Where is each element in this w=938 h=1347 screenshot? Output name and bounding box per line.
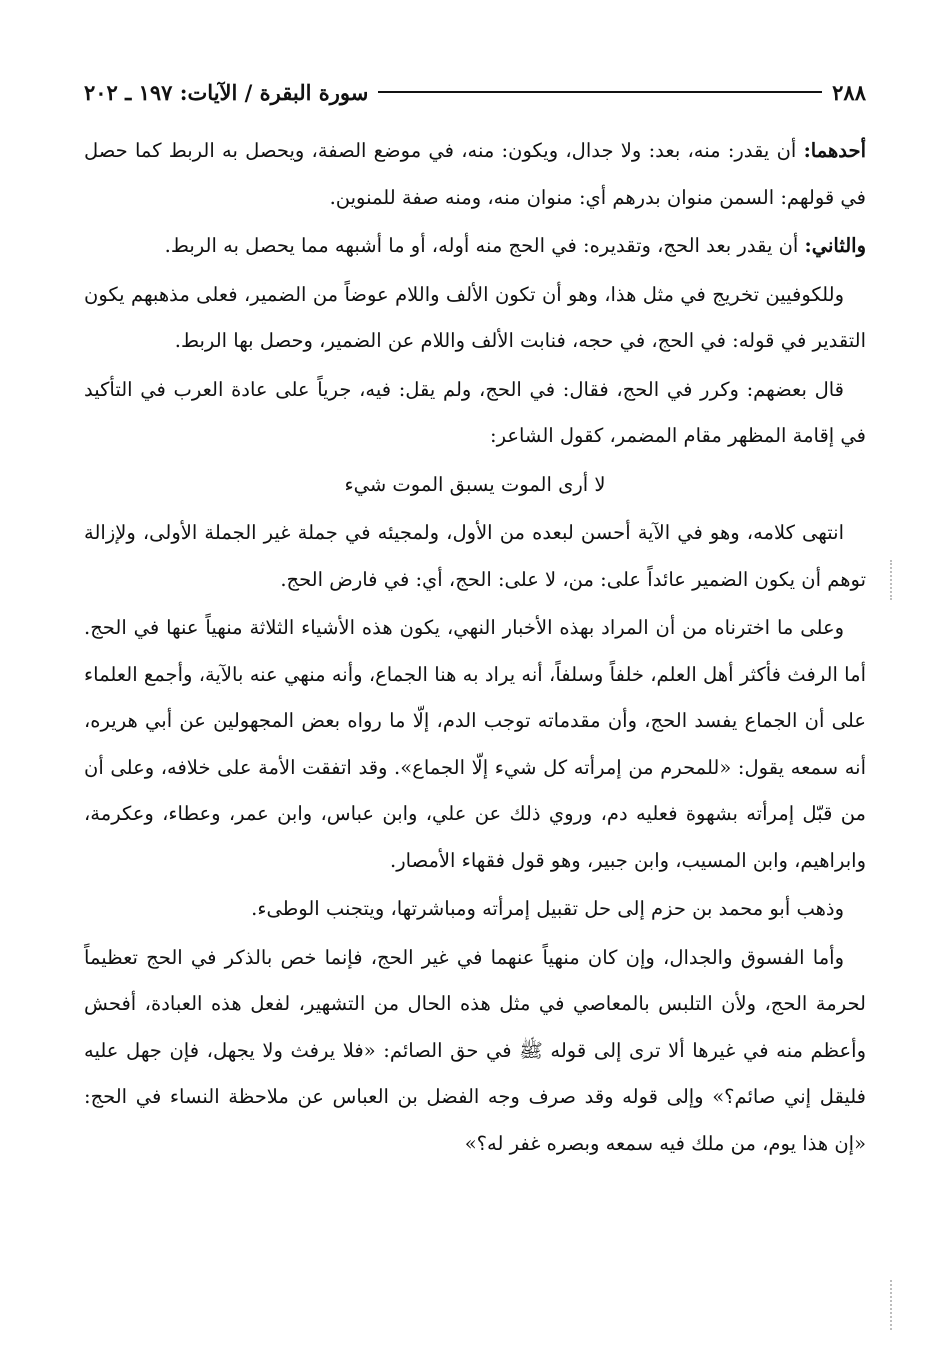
paragraph-2 bbox=[84, 223, 866, 270]
body-text bbox=[84, 128, 866, 1167]
paragraph-text: وللكوفيين تخريج في مثل هذا، وهو أن تكون الألف واللام عوضاً من الضمير، فعلى مذهبهم يكون التقدير في قوله: في الحج، في حجه، فنابت الألف واللام عن الضمير، وحصل بها الربط. bbox=[84, 282, 866, 352]
paragraph-text: انتهى كلامه، وهو في الآية أحسن لبعده من الأول، ولمجيئه في جملة غير الجملة الأولى، ولإزالة توهم أن يكون الضمير عائداً على: من، لا على: الحج، أي: في فارض الحج. bbox=[84, 521, 866, 591]
paragraph-text: قال بعضهم: وكرر في الحج، فقال: في الحج، ولم يقل: فيه، جرياً على عادة العرب في التأكيد في إقامة المظهر مقام المضمر، كقول الشاعر: bbox=[84, 377, 866, 447]
paragraph-text: وذهب أبو محمد بن حزم إلى حل تقبيل إمرأته ومباشرتها، ويتجنب الوطىء. bbox=[251, 897, 844, 920]
paragraph-text: وعلى ما اخترناه من أن المراد بهذه الأخبار النهي، يكون هذه الأشياء الثلاثة منهياً عنها في الحج. أما الرفث فأكثر أهل العلم، خلفاً وسلفاً، أنه يراد به هنا الجماع، وأنه منهي عنه بالآية، وأجمع العلماء على أن الجماع يفسد الحج، وأن مقدماته توجب الدم، إلّا ما رواه بعض المجهولين عن أبي هريره، أنه سمعه يقول: «للمحرم من إمرأته كل شيء إلّا الجماع». وقد اتفقت الأمة على خلافه، وعلى أن من قبّل إمرأته بشهوة فعليه دم، وروي ذلك عن علي، وابن عباس، وابن عمر، وعطاء، وعكرمة، وابراهيم، وابن المسيب، وابن جبير، وهو قول فقهاء الأمصار. bbox=[84, 616, 866, 872]
poetry-verse: لا أرى الموت يسبق الموت شيء bbox=[344, 472, 606, 496]
document-page bbox=[84, 80, 866, 1320]
paragraph-5 bbox=[84, 510, 866, 603]
paragraph-3 bbox=[84, 272, 866, 365]
paragraph-7 bbox=[84, 886, 866, 933]
paragraph-lead: والثاني: bbox=[804, 234, 866, 257]
scan-margin-mark bbox=[890, 1280, 894, 1330]
scan-margin-mark bbox=[890, 560, 894, 600]
paragraph-text: أن يقدر: منه، بعد: ولا جدال، ويكون: منه، في موضع الصفة، ويحصل به الربط كما حصل في قولهم: السمن منوان بدرهم أي: منوان منه، ومنه صفة للمنوين. bbox=[84, 139, 866, 209]
paragraph-4 bbox=[84, 367, 866, 460]
paragraph-text: وأما الفسوق والجدال، وإن كان منهياً عنهما في غير الحج، فإنما خص بالذكر في الحج تعظيماً لحرمة الحج، ولأن التلبس بالمعاصي في مثل هذه الحال من التشهير، لفعل هذه العبادة، أفحش وأعظم منه في غيرها ألا ترى إلى قوله ﷺ في حق الصائم: «فلا يرفث ولا يجهل، فإن جهل عليه فليقل إني صائم؟» وإلى قوله وقد صرف وجه الفضل بن العباس عن ملاحظة النساء في الحج: «إن هذا يوم، من ملك فيه سمعه وبصره غفر له؟» bbox=[84, 945, 866, 1155]
page-number: ٢٨٨ bbox=[832, 80, 866, 105]
paragraph-1 bbox=[84, 128, 866, 221]
running-title: سورة البقرة / الآيات: ١٩٧ ـ ٢٠٢ bbox=[84, 80, 369, 105]
header-rule bbox=[378, 91, 822, 93]
paragraph-8 bbox=[84, 935, 866, 1168]
page-header bbox=[84, 80, 866, 114]
paragraph-lead: أحدهما: bbox=[803, 139, 866, 162]
paragraph-6 bbox=[84, 605, 866, 884]
paragraph-text: أن يقدر بعد الحج، وتقديره: في الحج منه أوله، أو ما أشبهه مما يحصل به الربط. bbox=[164, 234, 805, 257]
